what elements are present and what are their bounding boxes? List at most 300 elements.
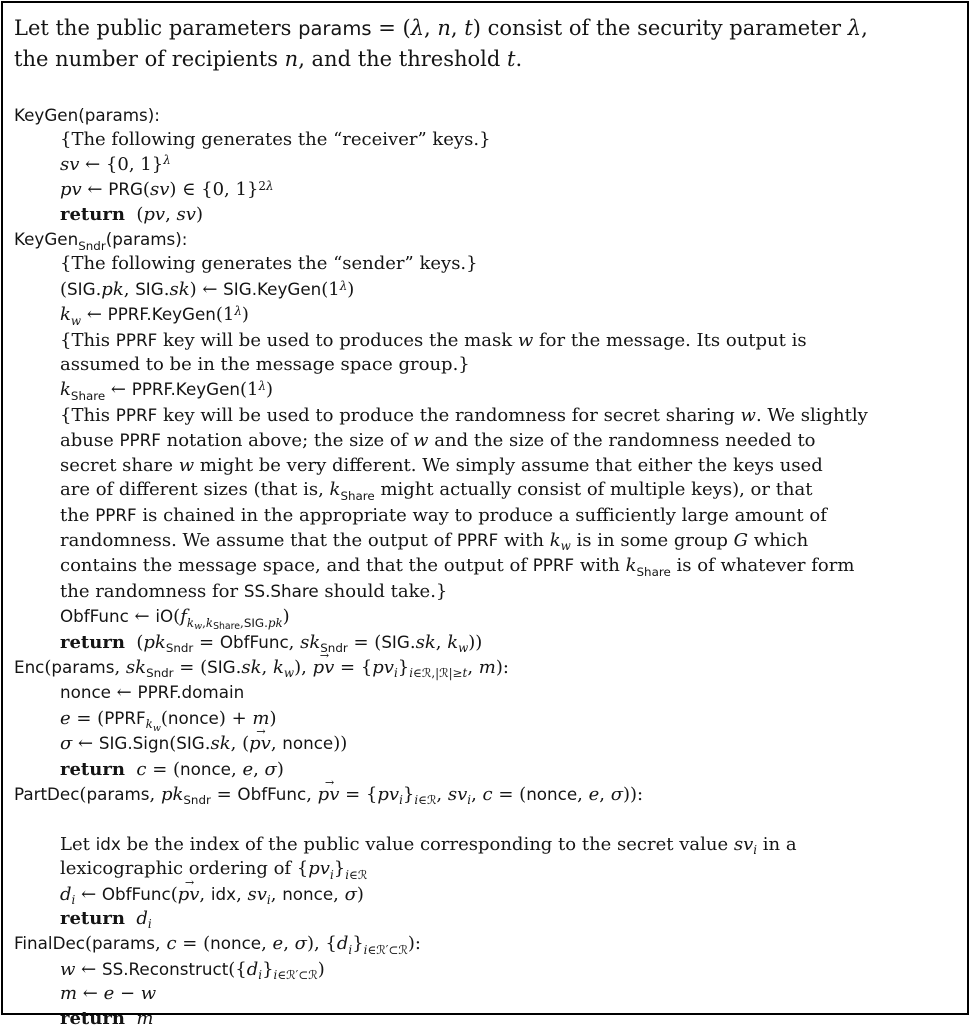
text-run: ← bbox=[128, 606, 156, 628]
text-run: ← bbox=[75, 958, 102, 980]
text-run: , bbox=[861, 16, 868, 40]
text-run: ) bbox=[276, 758, 284, 780]
text-run: σ bbox=[610, 783, 624, 805]
text-run: G bbox=[733, 529, 749, 551]
text-run: Sndr bbox=[165, 641, 194, 656]
text-run: − bbox=[114, 983, 141, 1005]
text-run: params bbox=[91, 933, 156, 954]
text-run: Let bbox=[60, 833, 96, 855]
text-run: w bbox=[560, 539, 571, 554]
text-run: , bbox=[283, 933, 295, 955]
text-run: , bbox=[261, 933, 273, 955]
text-run: Sndr bbox=[183, 793, 211, 808]
text-run: SIG.KeyGen bbox=[223, 278, 322, 299]
text-run: are of different sizes (that is, bbox=[60, 479, 330, 501]
text-run: ℛ bbox=[357, 867, 368, 882]
code-line bbox=[14, 503, 957, 528]
text-run: , bbox=[270, 883, 283, 905]
text-run: contains the message space, and that the output of bbox=[60, 555, 533, 577]
text-run: } bbox=[402, 783, 415, 805]
text-run: w bbox=[740, 404, 756, 426]
text-run: , bbox=[202, 615, 206, 630]
text-run: nonce bbox=[60, 682, 111, 703]
text-run: sk bbox=[169, 278, 190, 300]
text-run: notation above; the size of bbox=[160, 430, 414, 452]
text-run: for the message. Its output is bbox=[533, 329, 807, 351]
code-line bbox=[14, 328, 957, 353]
pseudocode bbox=[14, 103, 957, 1031]
text-run: i bbox=[467, 793, 472, 808]
text-run: = ( bbox=[176, 933, 211, 955]
text-run: ← bbox=[105, 379, 132, 401]
text-run: sk bbox=[300, 631, 321, 653]
text-run: )) bbox=[468, 631, 483, 653]
text-run: k bbox=[205, 615, 214, 630]
text-run: ℛ bbox=[398, 942, 408, 957]
text-run: PPRF.domain bbox=[137, 682, 245, 703]
text-run: which bbox=[748, 529, 809, 551]
text-run: = ( bbox=[70, 707, 105, 729]
code-line bbox=[14, 203, 957, 227]
text-run: ( bbox=[169, 733, 177, 755]
text-run: SIG bbox=[243, 615, 265, 630]
text-run: return bbox=[60, 907, 125, 929]
text-run: key will be used to produces the mask bbox=[157, 329, 518, 351]
text-run: ) bbox=[347, 278, 355, 300]
intro-paragraph bbox=[14, 13, 957, 75]
text-run: SIG bbox=[381, 631, 410, 652]
text-run: k bbox=[273, 656, 284, 678]
code-line bbox=[14, 302, 957, 327]
text-run: ← bbox=[77, 983, 104, 1005]
text-run: assumed to be in the message space group.} bbox=[60, 354, 470, 376]
text-run: ), { bbox=[306, 933, 337, 955]
text-run: )): bbox=[623, 783, 644, 805]
code-line bbox=[14, 982, 957, 1006]
text-run: nonce bbox=[167, 707, 219, 728]
text-run: ( bbox=[60, 278, 68, 300]
text-run: ( bbox=[142, 179, 150, 201]
text-run: ) bbox=[317, 958, 325, 980]
code-line bbox=[14, 13, 957, 44]
text-run: c bbox=[136, 758, 147, 780]
text-run: Let the public parameters bbox=[14, 16, 299, 40]
text-run: sv bbox=[176, 203, 196, 225]
code-line bbox=[14, 1007, 957, 1031]
text-run: } bbox=[333, 858, 346, 880]
text-run: e bbox=[588, 783, 600, 805]
code-line bbox=[14, 832, 957, 857]
text-run: σ bbox=[60, 733, 73, 755]
text-run: i bbox=[393, 666, 398, 681]
code-line bbox=[14, 630, 957, 655]
text-run: pk bbox=[267, 615, 283, 630]
text-run: pv bbox=[308, 858, 330, 880]
text-run: ∈ bbox=[349, 867, 358, 882]
text-run: lexicographic ordering of { bbox=[60, 858, 309, 880]
text-run: the randomness for bbox=[60, 580, 244, 602]
code-line bbox=[14, 403, 957, 428]
text-run: = { bbox=[334, 656, 373, 678]
text-run: = ( bbox=[173, 656, 208, 678]
code-line bbox=[14, 706, 957, 735]
text-run: (params): bbox=[105, 229, 188, 250]
text-run: pv → bbox=[313, 656, 335, 680]
text-run: pk bbox=[143, 631, 166, 653]
text-run: w bbox=[152, 723, 161, 735]
text-run: k bbox=[329, 479, 341, 501]
text-run: m bbox=[136, 1007, 154, 1029]
text-run: in a bbox=[757, 833, 797, 855]
text-run: d bbox=[246, 958, 259, 980]
text-run: be the index of the public value corresponding to the secret value bbox=[120, 833, 734, 855]
text-run: w bbox=[178, 454, 195, 476]
code-line bbox=[14, 528, 957, 553]
text-run: the bbox=[60, 504, 96, 526]
text-run: might actually consist of multiple keys), or that bbox=[374, 479, 813, 501]
text-run: , bbox=[333, 883, 345, 905]
text-run: . bbox=[264, 615, 268, 630]
text-run: ObfFunc bbox=[219, 631, 289, 652]
text-run: PRG bbox=[108, 179, 143, 200]
code-line bbox=[14, 128, 957, 152]
text-run: f bbox=[180, 606, 187, 628]
text-run: ) bbox=[266, 379, 274, 401]
text-run: params bbox=[86, 783, 150, 804]
text-run: m bbox=[60, 983, 78, 1005]
text-run: return bbox=[60, 631, 125, 653]
text-run: , bbox=[436, 783, 448, 805]
figure-box bbox=[1, 1, 969, 1029]
code-line bbox=[14, 277, 957, 302]
text-run: λ bbox=[234, 303, 242, 318]
text-run: sk bbox=[125, 656, 147, 678]
text-run: σ bbox=[294, 933, 307, 955]
text-run: , bbox=[471, 783, 483, 805]
text-run: k bbox=[60, 379, 71, 401]
text-run: λ bbox=[258, 379, 267, 394]
text-run: i bbox=[363, 942, 368, 957]
text-run: , bbox=[577, 783, 589, 805]
text-run: Share bbox=[340, 488, 375, 503]
text-run: k bbox=[60, 304, 71, 326]
text-run bbox=[125, 1008, 136, 1029]
text-run: } bbox=[352, 933, 364, 955]
text-run: = ( bbox=[371, 16, 411, 40]
text-run: pv bbox=[377, 783, 400, 805]
text-run: might be very different. We simply assume that either the keys used bbox=[194, 454, 823, 476]
text-run: ℛ bbox=[286, 968, 296, 983]
text-run: abuse bbox=[60, 430, 120, 452]
text-run: {This bbox=[60, 329, 116, 351]
text-run: } bbox=[397, 656, 410, 678]
text-run: nonce bbox=[282, 883, 334, 904]
text-run: pv → bbox=[178, 883, 200, 907]
code-line bbox=[14, 907, 957, 931]
text-run: sk bbox=[415, 631, 436, 653]
text-run: Sndr bbox=[146, 666, 174, 681]
text-run: is chained in the appropriate way to produce a sufficiently large amount of bbox=[136, 504, 827, 526]
text-run: SIG bbox=[135, 278, 164, 299]
text-run: d bbox=[136, 907, 148, 929]
text-run: λ bbox=[410, 16, 425, 40]
text-run: , bbox=[149, 783, 161, 805]
text-run bbox=[125, 759, 136, 780]
text-run: ) bbox=[282, 606, 290, 628]
text-run: w bbox=[413, 430, 429, 452]
text-run: ← {0, 1} bbox=[79, 153, 164, 175]
text-run: w bbox=[458, 641, 469, 656]
text-run: . bbox=[515, 47, 523, 71]
text-run: , and the threshold bbox=[298, 47, 507, 71]
text-run: i bbox=[399, 793, 403, 808]
text-run: i bbox=[147, 917, 152, 932]
text-run: sv bbox=[447, 783, 468, 805]
text-run: the number of recipients bbox=[14, 47, 285, 71]
code-line bbox=[14, 103, 957, 128]
text-run: ( bbox=[160, 707, 168, 729]
text-run: ) bbox=[241, 304, 249, 326]
text-run: {The following generates the “sender” keys.} bbox=[60, 253, 478, 275]
text-run: nonce bbox=[282, 733, 334, 754]
text-run: = ( bbox=[492, 783, 527, 805]
text-run: ℛ bbox=[426, 793, 437, 808]
text-run: pv bbox=[143, 203, 166, 225]
code-line bbox=[14, 153, 957, 177]
text-run: w bbox=[283, 666, 295, 681]
text-run: , bbox=[253, 758, 265, 780]
text-run: i bbox=[348, 942, 353, 957]
text-run: = bbox=[210, 783, 238, 805]
code-line bbox=[14, 227, 957, 252]
text-run: n bbox=[437, 16, 451, 40]
text-run: = ( bbox=[347, 631, 382, 653]
text-run: ) ∈ {0, 1} bbox=[169, 179, 259, 201]
text-run: )) bbox=[333, 733, 348, 755]
text-run: , bbox=[306, 783, 318, 805]
text-run: Sndr bbox=[78, 238, 106, 253]
text-run: m bbox=[252, 707, 270, 729]
text-run bbox=[125, 908, 136, 929]
text-run: ← bbox=[72, 733, 99, 755]
text-run: , bbox=[165, 203, 177, 225]
text-run: nonce bbox=[180, 758, 231, 779]
text-run: ) bbox=[356, 883, 364, 905]
text-run: return bbox=[60, 758, 125, 780]
code-line bbox=[14, 579, 957, 604]
text-run: and the size of the randomness needed to bbox=[428, 430, 816, 452]
text-run: , bbox=[467, 656, 479, 678]
text-run: {The following generates the “receiver” keys.} bbox=[60, 129, 491, 151]
text-run: w bbox=[60, 958, 76, 980]
text-run: , bbox=[114, 656, 126, 678]
text-run: c bbox=[482, 783, 493, 805]
text-run: i bbox=[409, 666, 414, 681]
code-line bbox=[14, 44, 957, 75]
text-run: with bbox=[498, 529, 550, 551]
text-run: pv → bbox=[318, 783, 340, 807]
code-line bbox=[14, 177, 957, 202]
text-run: (1 bbox=[240, 379, 259, 401]
text-run: ′⊂ bbox=[385, 942, 399, 957]
text-run: w bbox=[517, 329, 534, 351]
text-run: , bbox=[424, 16, 438, 40]
text-run: {This bbox=[60, 404, 116, 426]
text-run: SIG.Sign bbox=[98, 733, 170, 754]
text-run: w bbox=[140, 983, 157, 1005]
code-line bbox=[14, 377, 957, 402]
text-run: ( bbox=[173, 606, 181, 628]
text-run: PPRF bbox=[532, 555, 575, 576]
text-run: . bbox=[409, 631, 416, 653]
code-line bbox=[14, 931, 957, 956]
text-run: KeyGen bbox=[14, 229, 79, 250]
text-run: , bbox=[435, 631, 448, 653]
text-run: PPRF bbox=[119, 430, 161, 451]
text-run: ( bbox=[44, 656, 52, 678]
text-run: sv bbox=[733, 833, 754, 855]
text-run: ℛ bbox=[439, 666, 449, 681]
text-run: Share bbox=[70, 388, 106, 403]
text-run: params bbox=[298, 17, 372, 40]
text-run: e bbox=[60, 707, 71, 729]
text-run: , bbox=[450, 16, 465, 40]
text-run: c bbox=[166, 933, 177, 955]
code-line bbox=[14, 757, 957, 782]
text-run: Enc bbox=[14, 656, 45, 677]
text-run: ,| bbox=[431, 666, 440, 681]
text-run: sv bbox=[149, 179, 170, 201]
text-run: secret share bbox=[60, 454, 179, 476]
text-run: λ bbox=[339, 278, 348, 293]
text-run: i bbox=[258, 968, 263, 983]
text-run: , bbox=[236, 883, 248, 905]
text-run: e bbox=[242, 758, 254, 780]
text-run: PPRF bbox=[115, 329, 158, 350]
code-line bbox=[14, 731, 957, 756]
text-run: pk bbox=[101, 278, 124, 300]
text-run: nonce bbox=[210, 933, 262, 954]
text-run: pv → bbox=[249, 732, 271, 756]
text-run: ( bbox=[124, 631, 144, 653]
text-run: , bbox=[123, 278, 136, 300]
code-line bbox=[14, 604, 957, 633]
text-run: i bbox=[71, 893, 76, 908]
text-run: KeyGen(params): bbox=[14, 105, 160, 125]
text-run: k bbox=[186, 615, 195, 630]
code-line bbox=[14, 553, 957, 578]
text-run: d bbox=[336, 933, 349, 955]
text-run: m bbox=[478, 656, 496, 678]
text-run: PPRF bbox=[95, 504, 137, 525]
text-run: ) bbox=[269, 707, 277, 729]
text-run: i bbox=[266, 893, 271, 908]
text-run: w bbox=[70, 313, 82, 328]
text-run: ′⊂ bbox=[295, 968, 309, 983]
text-run: k bbox=[625, 555, 637, 577]
text-run: ∈ bbox=[418, 793, 427, 808]
text-run: 2 bbox=[258, 178, 266, 193]
text-run: λ bbox=[163, 153, 171, 168]
text-run: ): bbox=[407, 933, 421, 955]
text-run: iO bbox=[155, 606, 174, 627]
text-run: PPRF.KeyGen bbox=[131, 379, 241, 400]
text-run: Share bbox=[213, 621, 241, 633]
text-run: . bbox=[163, 278, 170, 300]
text-run: Share bbox=[636, 564, 671, 579]
text-run: i bbox=[414, 793, 419, 808]
text-run: randomness. We assume that the output of bbox=[60, 529, 457, 551]
text-run: t bbox=[462, 666, 468, 681]
text-run: ← bbox=[110, 682, 138, 704]
text-run: ← bbox=[81, 304, 108, 326]
text-run: ( bbox=[170, 883, 178, 905]
text-run: Sndr bbox=[320, 641, 348, 656]
text-run: params bbox=[51, 656, 115, 677]
text-run: ℛ bbox=[308, 968, 318, 983]
text-run: ), bbox=[294, 656, 313, 678]
text-run: , bbox=[240, 615, 244, 630]
text-run: k bbox=[447, 631, 459, 653]
text-run: e bbox=[103, 983, 115, 1005]
text-run: (1 bbox=[215, 304, 235, 326]
text-run: ) ← bbox=[189, 278, 224, 300]
text-run: PPRF bbox=[104, 707, 146, 728]
text-run: key will be used to produce the randomness for secret sharing bbox=[157, 404, 741, 426]
text-run: , bbox=[199, 883, 211, 905]
text-run: SIG bbox=[207, 656, 236, 677]
text-run: sk bbox=[241, 656, 262, 678]
text-run: k bbox=[145, 717, 153, 732]
text-run: = { bbox=[339, 783, 378, 805]
text-run: . bbox=[204, 733, 211, 755]
code-line bbox=[14, 353, 957, 377]
text-run: w bbox=[194, 621, 203, 633]
code-line bbox=[14, 857, 957, 881]
text-run: i bbox=[753, 843, 758, 858]
text-run: σ bbox=[344, 883, 357, 905]
text-run: ( bbox=[84, 933, 92, 955]
text-run: ) + bbox=[218, 707, 253, 729]
text-run: (1 bbox=[321, 278, 340, 300]
text-run: λ bbox=[265, 178, 274, 193]
text-run: σ bbox=[264, 758, 277, 780]
text-run: ∈ bbox=[413, 666, 422, 681]
code-line bbox=[14, 478, 957, 502]
figure-content bbox=[3, 3, 967, 1031]
text-run: with bbox=[574, 555, 626, 577]
text-run: PPRF bbox=[456, 529, 499, 550]
text-run: ObfFunc bbox=[237, 783, 307, 804]
text-run: ∈ bbox=[277, 968, 287, 983]
text-run: ( bbox=[79, 783, 87, 805]
code-line bbox=[14, 680, 957, 705]
text-run: SIG bbox=[176, 733, 205, 754]
text-run: sv bbox=[60, 153, 80, 175]
code-line bbox=[14, 454, 957, 478]
text-run: λ bbox=[847, 16, 862, 40]
code-line bbox=[14, 655, 957, 680]
text-run: SIG bbox=[67, 278, 96, 299]
blank-line bbox=[14, 807, 957, 831]
text-run: = bbox=[193, 631, 220, 653]
text-run: i bbox=[329, 867, 334, 882]
text-run: ObfFunc bbox=[60, 606, 129, 627]
text-run: pk bbox=[160, 783, 184, 805]
text-run: i bbox=[273, 968, 278, 983]
text-run: nonce bbox=[526, 783, 578, 804]
text-run: d bbox=[60, 883, 72, 905]
